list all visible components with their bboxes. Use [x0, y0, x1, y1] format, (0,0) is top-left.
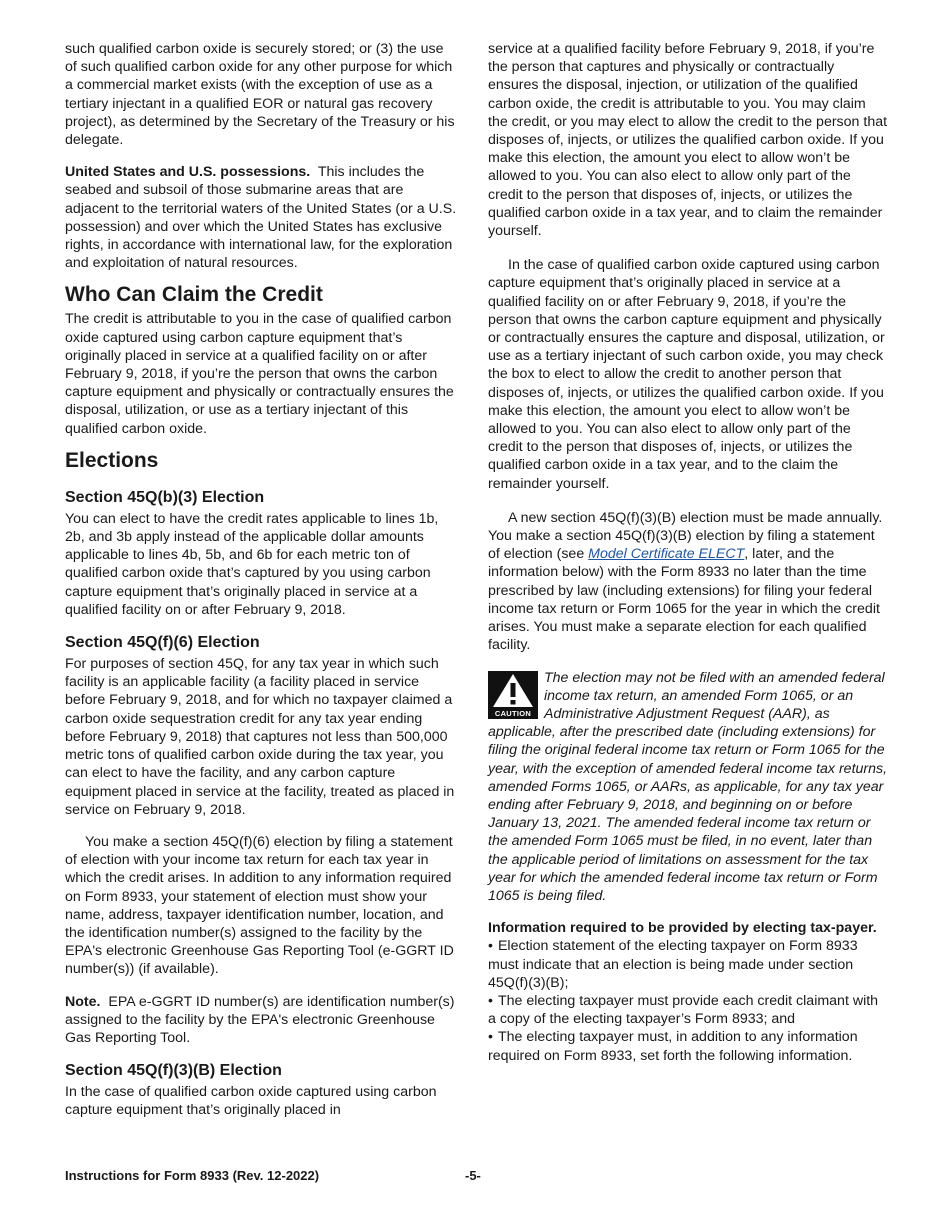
section-heading-who-can-claim: Who Can Claim the Credit — [65, 283, 323, 307]
section-heading-elections: Elections — [65, 448, 159, 472]
paragraph: For purposes of section 45Q, for any tax year in which such facility is an applicable facility (a facility placed in service before February 9, 2018, and for which no taxpayer claimed a carbon oxide sequestration credit for any tax year ending before February 9, 2018) that captures not less than 500,000 metric tons of qualified carbon oxide during the tax year, you can elect to have the facility, and any carbon capture equipment placed in service at the facility, treated as placed in service on February 9, 2018. — [65, 656, 455, 818]
list-item: • The electing taxpayer must, in addition to any information required on Form 8933, set forth the following information. — [488, 1028, 888, 1064]
subheading-45q-f3b: Section 45Q(f)(3)(B) Election — [65, 1062, 282, 1080]
caution-icon — [488, 671, 538, 719]
model-certificate-elect-link[interactable]: Model Certificate ELECT — [588, 546, 745, 563]
note-label: Note. — [65, 993, 101, 1010]
paragraph: The credit is attributable to you in the case of qualified carbon oxide captured using carbon capture equipment that’s originally placed in service at a qualified facility on or after February 9, 2018, if you’re the person that owns the carbon capture equipment and physically or contractually ensures the disposal, utilization, or use as a tertiary injectant of this qualified carbon oxide. — [65, 311, 454, 437]
paragraph — [488, 509, 888, 655]
definition-us-possessions — [65, 163, 459, 272]
list-item: • Election statement of the electing taxpayer on Form 8933 must indicate that an election is being made under section 45Q(f)(3)(B); — [488, 937, 888, 992]
text-run: A new section 45Q(f)(3)(B) election must be made annually. You make a section 45Q(f)(3)(B) election by filing a statement of election (see — [488, 509, 883, 563]
paragraph: You make a section 45Q(f)(6) election by filing a statement of election with your income tax return for each tax year in which the credit arises. In addition to any information required on Form 8933, your statement of election must show your name, address, taxpayer identification number, location, and the identification number(s) assigned to the facility by the EPA's electronic Greenhouse Gas Reporting Tool (e-GGRT ID number(s)) (if available). — [65, 833, 454, 978]
text-run: , later, and the information below) with the Form 8933 no later than the time prescribed by law (including extensions) for filing your federal income tax return or Form 1065 for the year in which the credit arises. You must make a separate election for each qualified facility. — [488, 546, 880, 654]
footer-form-title: Instructions for Form 8933 (Rev. 12-2022) — [65, 1168, 320, 1183]
caution-label: CAUTION — [494, 708, 532, 718]
paragraph: You can elect to have the credit rates applicable to lines 1b, 2b, and 3b apply instead of the applicable dollar amounts applicable to lines 4b, 5b, and 6b for each metric ton of qualified carbon oxide that’s captured by you using carbon capture equipment that’s originally placed in service at a qualified facility on or after February 9, 2018. — [65, 510, 439, 618]
subheading-45q-f6: Section 45Q(f)(6) Election — [65, 634, 260, 652]
paragraph: such qualified carbon oxide is securely stored; or (3) the use of such qualified carbon oxide for any other purpose for which a commercial market exists (with the exception of use as a tertiary injectant in a qualified EOR or natural gas recovery project), as determined by the Secretary of the Treasury or his delegate. — [65, 41, 455, 149]
note — [65, 993, 459, 1048]
caution-note — [488, 669, 888, 906]
paragraph: In the case of qualified carbon oxide captured using carbon capture equipment that’s originally placed in — [65, 1084, 437, 1119]
term: United States and U.S. possessions. — [65, 164, 311, 181]
footer-page-number: -5- — [465, 1168, 481, 1183]
definition-text: This includes the seabed and subsoil of those submarine areas that are adjacent to the territorial waters of the United States (or a U.S. possession) and over which the United States has exclusive rights, in accordance with international law, for the exploration and exploitation of natural resources. — [65, 164, 457, 272]
list-item: • The electing taxpayer must provide each credit claimant with a copy of the electing taxpayer’s Form 8933; and — [488, 992, 888, 1028]
note-text: EPA e-GGRT ID number(s) are identification number(s) assigned to the facility by the EPA's electronic Greenhouse Gas Reporting Tool. — [65, 993, 455, 1046]
paragraph: In the case of qualified carbon oxide captured using carbon capture equipment that’s originally placed in service at a qualified facility on or after February 9, 2018, if you’re the person that owns the carbon capture equipment and physically or contractually ensures the capture and disposal, utilization, or use as a tertiary injectant of such carbon oxide, you may check the box to elect to allow the credit to another person that disposes of, injects, or utilizes the qualified carbon oxide. If you make this election, the amount you elect to allow won’t be allowed to you. You can also elect to allow only part of the credit to the person that disposes of, injects, or utilizes the qualified carbon oxide in a tax year, and to the claim the remainder yourself. — [488, 257, 885, 492]
right-column — [488, 40, 888, 1065]
caution-text: The election may not be filed with an amended federal income tax return, an amended Form 1065, or an Administrative Adjustment Request (AAR), as applicable, after the prescribed date (including extensions) for filing the original federal income tax return or Form 1065 for the year, with the exception of amended federal income tax returns, amended Forms 1065, or AARs, as applicable, for any tax year ending after February 9, 2018, and beginning on or before January 13, 2021. The amended federal income tax return or the amended Form 1065 must be filed, in no event, later than the applicable period of limitations on assessment for the tax year for which the amended federal income tax return or Form 1065 is being filed. — [488, 669, 888, 904]
subheading-45q-b3: Section 45Q(b)(3) Election — [65, 488, 265, 506]
paragraph: service at a qualified facility before February 9, 2018, if you’re the person that captures and physically or contractually ensures the disposal, injection, or utilization of the qualified carbon oxide, the credit is attributable to you. You may claim the credit, or you may elect to allow the credit to the person that disposes of, injects, or utilizes the qualified carbon oxide. If you make this election, the amount you elect to allow won’t be allowed to you. You can also elect to allow only part of the credit to the person that disposes of, injects, or utilizes the qualified carbon oxide in a tax year, and to claim the remainder yourself. — [488, 41, 888, 240]
info-heading: Information required to be provided by electing tax-payer. — [488, 920, 877, 937]
left-column — [65, 40, 459, 1120]
